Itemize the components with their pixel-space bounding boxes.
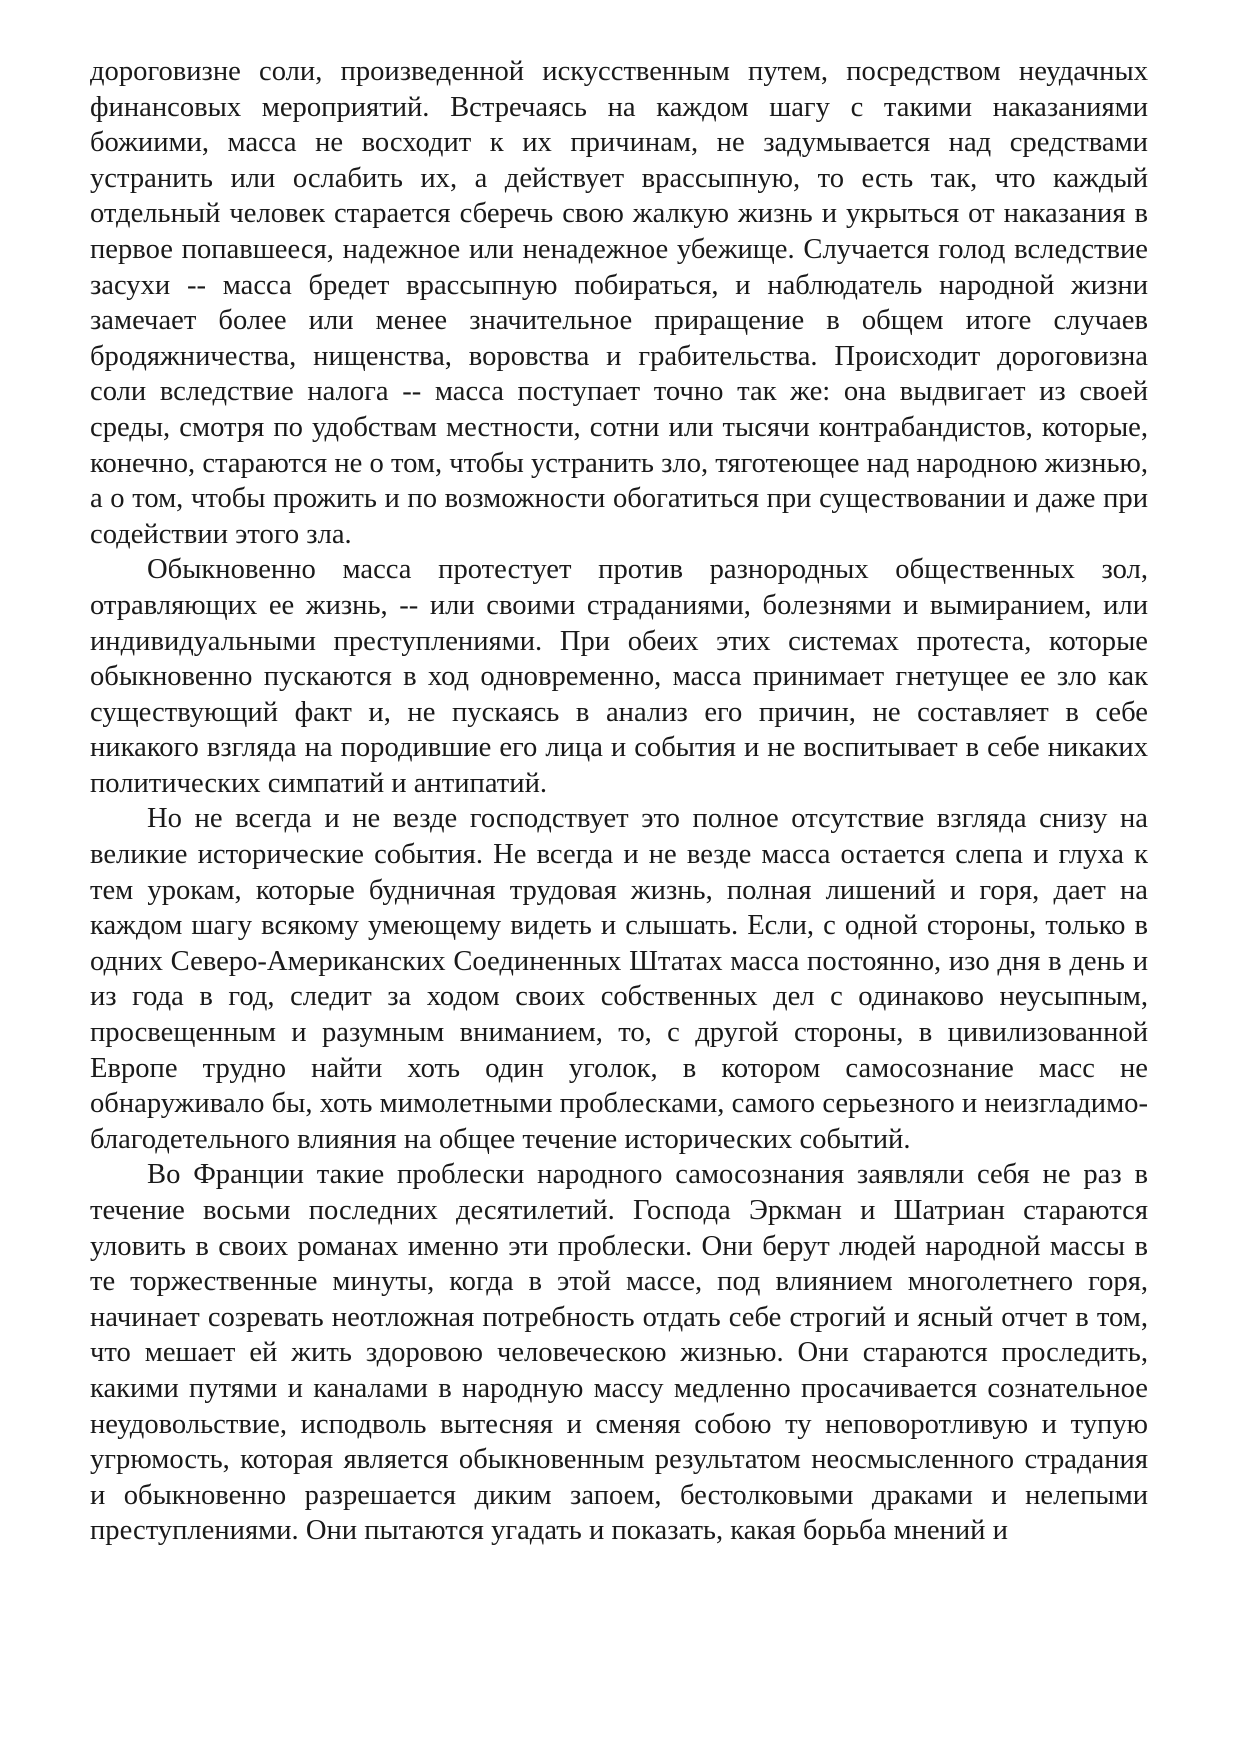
document-page — [90, 54, 1148, 1549]
paragraph-france: Во Франции такие проблески народного самосознания заявляли себя не раз в течение восьми последних десятилетий. Господа Эркман и Шатриан стараются уловить в своих романах именно эти проблески. Они берут людей народной массы в те торжественные минуты, когда в этой массе, под влиянием многолетнего горя, начинает созревать неотложная потребность отдать себе строгий и ясный отчет в том, что мешает ей жить здоровою человеческою жизнью. Они стараются проследить, какими путями и каналами в народную массу медленно просачивается сознательное неудовольствие, исподволь вытесняя и сменяя собою ту неповоротливую и тупую угрюмость, которая является обыкновенным результатом неосмысленного страдания и обыкновенно разрешается диким запоем, бестолковыми драками и нелепыми преступлениями. Они пытаются угадать и показать, какая борьба мнений и — [90, 1159, 1148, 1547]
paragraph-mass-protest: Обыкновенно масса протестует против разнородных общественных зол, отравляющих ее жизнь, -- или своими страданиями, болезнями и вымиранием, или индивидуальными преступлениями. При обеих этих системах протеста, которые обыкновенно пускаются в ход одновременно, масса принимает гнетущее ее зло как существующий факт и, не пускаясь в анализ его причин, не составляет в себе никакого взгляда на породившие его лица и события и не воспитывает в себе никаких политических симпатий и антипатий. — [90, 554, 1148, 799]
paragraph-continuation: дороговизне соли, произведенной искусственным путем, посредством неудачных финансовых мероприятий. Встречаясь на каждом шагу с такими наказаниями божиими, масса не восходит к их причинам, не задумывается над средствами устранить или ослабить их, а действует врассыпную, то есть так, что каждый отдельный человек старается сберечь свою жалкую жизнь и укрыться от наказания в первое попавшееся, надежное или ненадежное убежище. Случается голод вследствие засухи -- масса бредет врассыпную побираться, и наблюдатель народной жизни замечает более или менее значительное приращение в общем итоге случаев бродяжничества, нищенства, воровства и грабительства. Происходит дороговизна соли вследствие налога -- масса поступает точно так же: она выдвигает из своей среды, смотря по удобствам местности, сотни или тысячи контрабандистов, которые, конечно, стараются не о том, чтобы устранить зло, тяготеющее над народною жизнью, а о том, чтобы прожить и по возможности обогатиться при существовании и даже при содействии этого зла. — [90, 56, 1148, 550]
paragraph-historical-events: Но не всегда и не везде господствует это полное отсутствие взгляда снизу на великие исторические события. Не всегда и не везде масса остается слепа и глуха к тем урокам, которые будничная трудовая жизнь, полная лишений и горя, дает на каждом шагу всякому умеющему видеть и слышать. Если, с одной стороны, только в одних Северо-Американских Соединенных Штатах масса постоянно, изо дня в день и из года в год, следит за ходом своих собственных дел с одинаково неусыпным, просвещенным и разумным вниманием, то, с другой стороны, в цивилизованной Европе трудно найти хоть один уголок, в котором самосознание масс не обнаруживало бы, хоть мимолетными проблесками, самого серьезного и неизгладимо-благодетельного влияния на общее течение исторических событий. — [90, 803, 1148, 1155]
